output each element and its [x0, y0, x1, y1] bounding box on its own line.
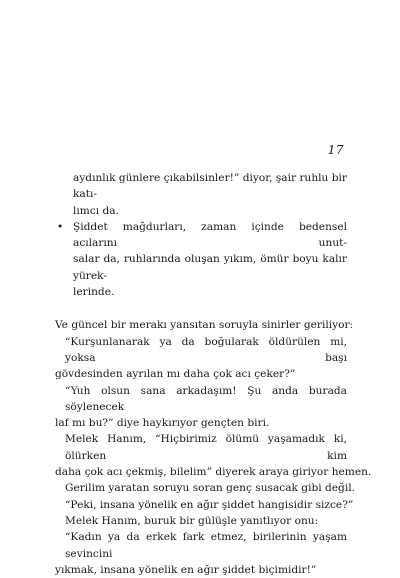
paragraph [55, 317, 354, 333]
paragraph [55, 513, 347, 529]
paragraph-continuation [55, 170, 347, 219]
bullet-text: Şiddet mağdurları, zaman içinde bedensel acılarını unut- [73, 220, 347, 250]
text-line: lımcı da. [73, 204, 119, 217]
text-line: “Kurşunlanarak ya da boğularak öldürülen mi, yoksa başı [65, 335, 347, 364]
text-line: Melek Hanım, buruk bir gülüşle yanıtlıyor onu: [65, 514, 319, 527]
paragraph [55, 383, 347, 432]
bullet-item [55, 219, 347, 300]
paragraph-gap [55, 300, 347, 317]
bullet-icon: • [57, 220, 64, 233]
text-line: daha çok acı çekmiş, bilelim” diyerek araya giriyor hemen. [55, 466, 372, 479]
text-line: aydınlık günlere çıkabilsinler!” diyor, şair ruhlu bir katı- [73, 172, 347, 201]
text-line [55, 219, 347, 252]
text-line: “Yuh olsun sana arkadaşım! Şu anda burada söylenecek [65, 384, 347, 413]
text-line: Ve güncel bir merakı yansıtan soruyla sinirler geriliyor: [55, 319, 354, 332]
text-line: laf mı bu?” diye haykırıyor gençten biri. [55, 417, 270, 430]
body-text [55, 170, 372, 578]
text-line: yıkmak, insana yönelik en ağır şiddet biçimidir!” [55, 563, 317, 576]
text-line: lerinde. [73, 286, 115, 299]
paragraph [55, 334, 347, 383]
text-line: Gerilim yaratan soruyu soran genç susacak gibi değil. [65, 482, 355, 495]
paragraph [55, 431, 372, 480]
text-line: gövdesinden ayrılan mı daha çok acı çeker?” [55, 368, 296, 381]
text-line: salar da, ruhlarında oluşan yıkım, ömür boyu kalır yürek- [73, 253, 347, 282]
text-line: “Kadın ya da erkek fark etmez, birilerinin yaşam sevincini [65, 531, 347, 560]
paragraph [55, 529, 347, 578]
paragraph [55, 497, 354, 513]
text-line: Melek Hanım, “Hiçbirimiz ölümü yaşamadık ki, ölürken kim [65, 433, 347, 462]
paragraph [55, 480, 355, 496]
page-number: 17 [327, 143, 344, 157]
text-line: “Peki, insana yönelik en ağır şiddet hangisidir sizce?” [65, 498, 354, 511]
